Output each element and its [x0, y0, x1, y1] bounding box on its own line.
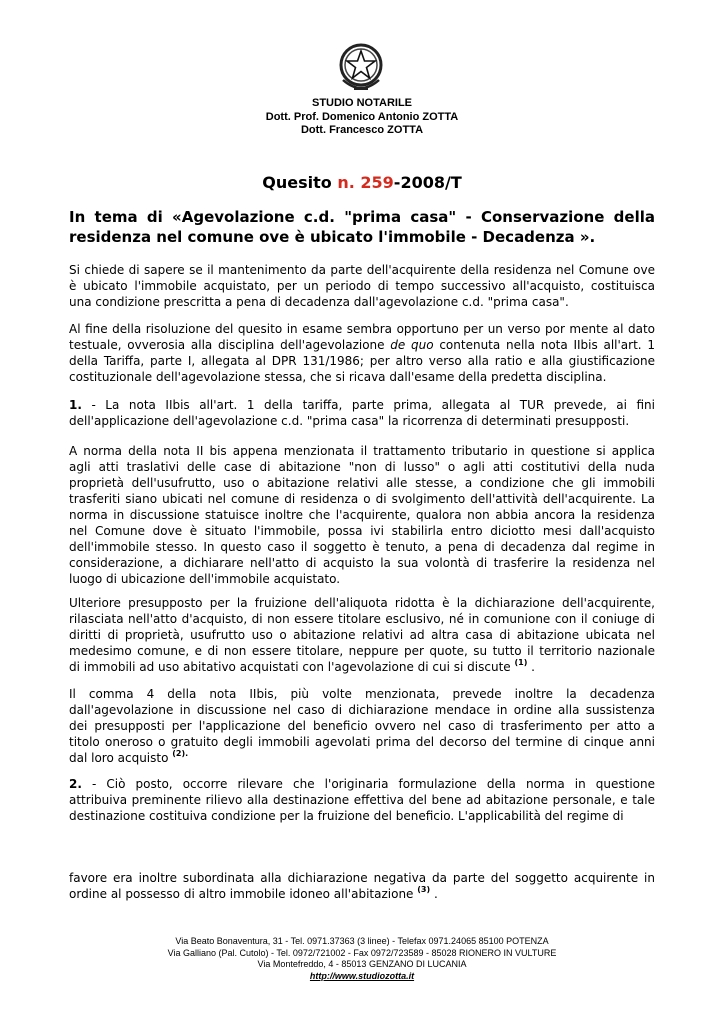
notary-name-1: Dott. Prof. Domenico Antonio ZOTTA: [265, 110, 459, 123]
paragraph-nota-iibis: [69, 443, 655, 587]
paragraph-question: [69, 262, 655, 310]
text-line: testuale, ovverosia alla disciplina dell'agevolazione de quo contenuta nella nota IIbis all'art. 1: [69, 338, 655, 352]
text-line: attribuiva preminente rilievo alla destinazione effettiva del bene ad abitazione personale, e tale: [69, 793, 655, 807]
text-line: una condizione prescritta a pena di decadenza dall'agevolazione c.d. "prima casa".: [69, 295, 569, 309]
title-number: 259: [360, 173, 394, 192]
notary-name-2: Dott. Francesco ZOTTA: [300, 124, 424, 136]
document-title: [0, 173, 724, 193]
studio-header: [0, 97, 724, 138]
footnote-ref-2[interactable]: (2).: [172, 749, 189, 758]
text-line: dell'applicazione dell'agevolazione c.d. "prima casa" la ricorrenza di determinati presupposti.: [69, 414, 630, 428]
paragraph-introduction: [69, 321, 655, 385]
paragraph-continuation: [69, 870, 655, 902]
text-line: dall'agevolazione in discussione nel caso di dichiarazione mendace in ordine alla sussistenza: [69, 703, 655, 717]
text-line: favore era inoltre subordinata alla dichiarazione negativa da parte del soggetto acquirente in: [69, 871, 655, 885]
footnote-ref-3[interactable]: (3): [417, 885, 431, 894]
section-number: 1.: [69, 398, 82, 412]
footer-address-potenza: Via Beato Bonaventura, 31 - Tel. 0971.37363 (3 linee) - Telefax 0971.24065 85100 POTENZA: [175, 936, 549, 946]
text-line: A norma della nota II bis appena menzionata il trattamento tributario in questione si applica: [69, 444, 655, 458]
text-line: Si chiede di sapere se il mantenimento da parte dell'acquirente della residenza nel Comune ove: [69, 263, 655, 277]
text-line: luogo di ubicazione dell'immobile acquistato.: [69, 572, 341, 586]
subject-line-2: residenza nel comune ove è ubicato l'immobile - Decadenza ».: [69, 228, 596, 246]
paragraph-further-requirement: [69, 595, 655, 675]
text-line: dell'immobile stesso. In questo caso il soggetto è tenuto, a pena di decadenza dal regime in: [69, 540, 655, 554]
text-line: dei presupposti per l'applicazione del beneficio ovvero nel caso di trasferimento per atto a: [69, 719, 655, 733]
text-line: dal loro acquisto $^{(2).}$: [69, 749, 189, 765]
text-line: trasferiti siano ubicati nel comune di residenza o di svolgimento dell'attività dell'acquirente. La: [69, 492, 655, 506]
text-line: è ubicato l'immobile acquistato, per un periodo di tempo successivo all'acquisto, costituisca: [69, 279, 655, 293]
title-number-label: n.: [337, 173, 355, 192]
text-line: ordine al possesso di altro immobile idoneo all'abitazione $^{(3)}$ .: [69, 885, 438, 901]
text-line: considerazione, a dichiarare nell'atto di acquisto la sua volontà di trasferire la residenza nel: [69, 556, 655, 570]
text-line: di immobili ad uso abitativo acquistati con l'agevolazione di cui si discute $^{(1)}$ .: [69, 658, 535, 674]
text-line: agli atti traslativi delle case di abitazione "non di lusso" o agli atti costitutivi della nuda: [69, 460, 655, 474]
section-number: 2.: [69, 777, 82, 791]
paragraph-section-2: [69, 776, 655, 824]
text-line: nel Comune dove è situato l'immobile, possa ivi stabilirla entro diciotto mesi dall'acquisto: [69, 524, 655, 538]
text-line: proprietà dell'usufrutto, uso o abitazione relativi alle stesse, a condizione che gli immobili: [69, 476, 655, 490]
paragraph-decadenza: [69, 686, 655, 766]
text-line: diritti di proprietà, usufrutto uso o abitazione relativi ad altra casa di abitazione ubicata nel: [69, 628, 655, 642]
text-line: 2. - Ciò posto, occorre rilevare che l'originaria formulazione della norma in questione: [69, 777, 655, 791]
text-line: costituzionale dell'agevolazione stessa, che si ricava dall'esame della predetta disciplina.: [69, 370, 607, 384]
subject-line-1: In tema di «Agevolazione c.d. "prima casa" - Conservazione della: [69, 208, 655, 226]
title-prefix: Quesito: [262, 173, 332, 192]
footer-address-rionero: Via Galliano (Pal. Cutolo) - Tel. 0972/721002 - Fax 0972/723589 - 85028 RIONERO IN VULTURE: [167, 947, 557, 958]
footer-address-genzano: Via Montefreddo, 4 - 85013 GENZANO DI LUCANIA: [257, 959, 467, 969]
text-line: Al fine della risoluzione del quesito in esame sembra opportuno per un verso por mente al dato: [69, 322, 655, 336]
footnote-ref-1[interactable]: (1): [514, 658, 528, 667]
text-line: Ulteriore presupposto per la fruizione dell'aliquota ridotta è la dichiarazione dell'acquirente,: [69, 596, 655, 610]
paragraph-section-1: [69, 397, 655, 429]
republic-emblem-icon: [336, 40, 386, 96]
title-suffix: -2008/T: [393, 173, 462, 192]
latin-term: de quo: [390, 338, 434, 352]
text-line: titolo oneroso o gratuito degli immobili agevolati prima del decorso del termine di cinque anni: [69, 735, 655, 749]
text-line: 1. - La nota IIbis all'art. 1 della tariffa, parte prima, allegata al TUR prevede, ai fini: [69, 398, 655, 412]
page-footer: [0, 936, 724, 982]
text-line: medesimo comune, e di non essere titolare, neppure per quote, su tutto il territorio nazionale: [69, 644, 655, 658]
studio-name: STUDIO NOTARILE: [311, 97, 412, 109]
text-line: della Tariffa, parte I, allegata al DPR 131/1986; per altro verso alla ratio e alla giustificazione: [69, 354, 655, 368]
text-line: destinazione costituiva condizione per la fruizione del beneficio. L'applicabilità del regime di: [69, 809, 624, 823]
document-subject: [69, 207, 655, 247]
text-line: rilasciata nell'atto d'acquisto, di non essere titolare esclusivo, né in comunione con il coniuge di: [69, 612, 655, 626]
footer-website-link[interactable]: http://www.studiozotta.it: [309, 970, 415, 981]
text-line: norma in discussione statuisce inoltre che l'acquirente, qualora non abbia ancora la residenza: [69, 508, 655, 522]
text-line: Il comma 4 della nota IIbis, più volte menzionata, prevede inoltre la decadenza: [69, 687, 655, 701]
